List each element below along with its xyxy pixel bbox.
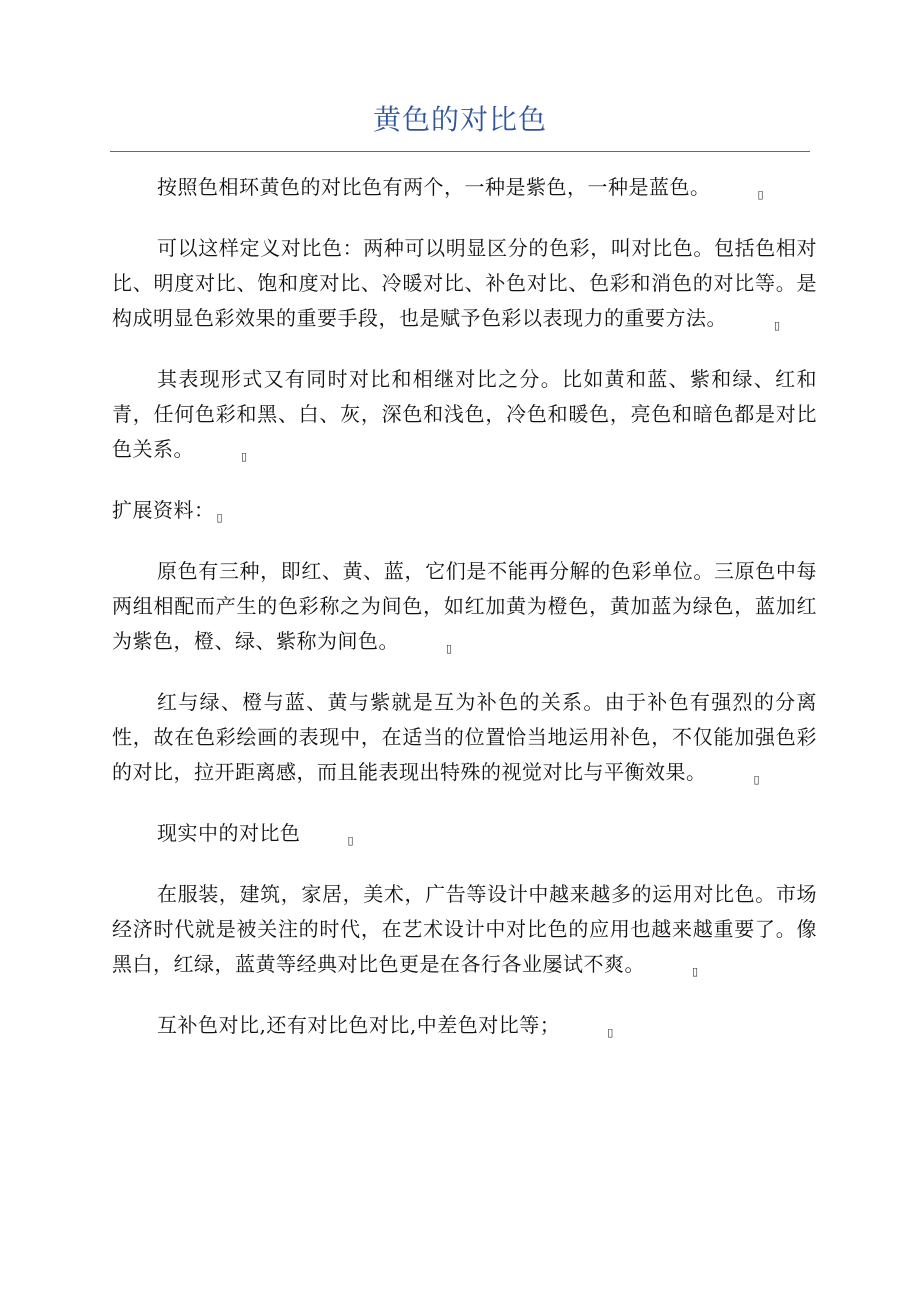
paragraph-5: [112, 554, 817, 659]
title-underline: [110, 151, 810, 152]
paragraph-mark-icon: ▯: [347, 834, 355, 847]
section-label-extended: [112, 493, 817, 528]
paragraph-mark-icon: ▯: [607, 1026, 614, 1039]
document-title: 黄色的对比色: [372, 103, 547, 136]
paragraph-text: 原色有三种，即红、黄、蓝，它们是不能再分解的色彩单位。三原色中每两组相配而产生的色彩称之为间色，如红加黄为橙色，黄加蓝为绿色，蓝加红为紫色，橙、绿、紫称为间色。: [112, 559, 817, 653]
paragraph-mark-icon: ▯: [241, 450, 248, 463]
paragraph-mark-icon: ▯: [692, 965, 699, 978]
paragraph-text: 扩展资料：: [112, 498, 215, 522]
paragraph-text: 互补色对比,还有对比色对比,中差色对比等；: [157, 1013, 561, 1037]
paragraph-text: 现实中的对比色: [157, 821, 301, 845]
paragraph-mark-icon: ▯: [757, 188, 765, 201]
paragraph-3: [112, 362, 817, 467]
paragraph-1: [112, 170, 817, 205]
paragraph-mark-icon: ▯: [753, 773, 761, 786]
paragraph-mark-icon: ▯: [774, 319, 781, 332]
paragraph-text: 可以这样定义对比色：两种可以明显区分的色彩，叫对比色。包括色相对比、明度对比、饱和度对比、冷暖对比、补色对比、色彩和消色的对比等。是构成明显色彩效果的重要手段，也是赋予色彩以表现力的重要方法。: [112, 236, 817, 330]
paragraph-6: [112, 685, 817, 790]
paragraph-9: [112, 1008, 817, 1043]
paragraph-text: 其表现形式又有同时对比和相继对比之分。比如黄和蓝、紫和绿、红和青，任何色彩和黑、白、灰，深色和浅色，冷色和暖色，亮色和暗色都是对比色关系。: [112, 367, 817, 461]
paragraph-8: [112, 877, 817, 982]
paragraph-text: 按照色相环黄色的对比色有两个，一种是紫色，一种是蓝色。: [157, 175, 711, 199]
paragraph-mark-icon: ▯: [216, 511, 224, 524]
paragraph-text: 红与绿、橙与蓝、黄与紫就是互为补色的关系。由于补色有强烈的分离性，故在色彩绘画的表现中，在适当的位置恰当地运用补色，不仅能加强色彩的对比，拉开距离感，而且能表现出特殊的视觉对比与平衡效果。: [112, 690, 817, 784]
paragraph-2: [112, 231, 817, 336]
paragraph-mark-icon: ▯: [446, 642, 453, 655]
paragraph-text: 在服装，建筑，家居，美术，广告等设计中越来越多的运用对比色。市场经济时代就是被关注的时代，在艺术设计中对比色的应用也越来越重要了。像黑白，红绿，蓝黄等经典对比色更是在各行各业屡试不爽。: [112, 882, 817, 976]
document-body: [112, 170, 817, 1043]
subheading-real-world: [112, 816, 817, 851]
